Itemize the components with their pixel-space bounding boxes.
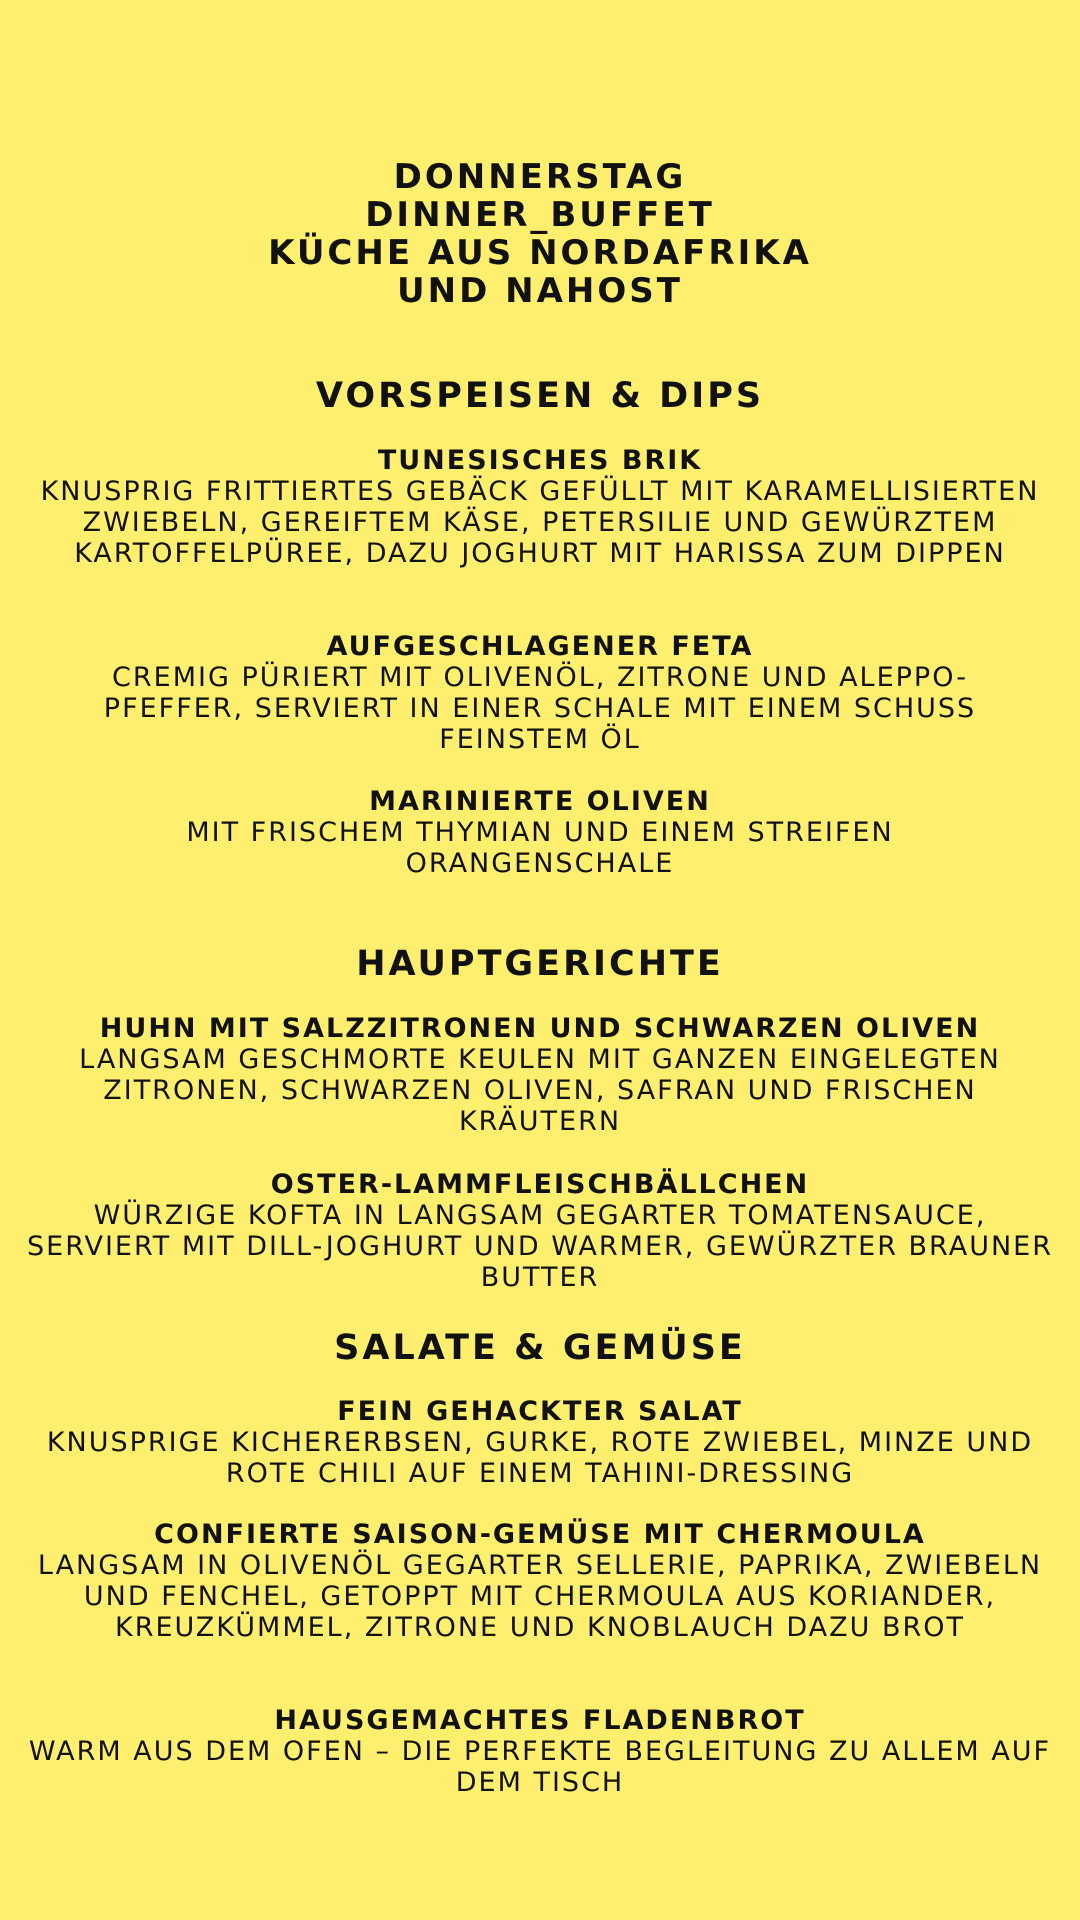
menu-item bbox=[0, 1705, 1080, 1798]
menu-item bbox=[0, 786, 1080, 879]
menu-item bbox=[0, 445, 1080, 569]
item-description: WARM AUS DEM OFEN – DIE PERFEKTE BEGLEITUNG ZU ALLEM AUF DEM TISCH bbox=[28, 1736, 1052, 1798]
section-title-mains: HAUPTGERICHTE bbox=[356, 944, 724, 984]
item-description: WÜRZIGE KOFTA IN LANGSAM GEGARTER TOMATENSAUCE, SERVIERT MIT DILL-JOGHURT UND WARMER, GEWÜRZTER BRAUNER BUTTER bbox=[27, 1200, 1053, 1293]
section-title-starters: VORSPEISEN & DIPS bbox=[315, 376, 765, 416]
item-name: TUNESISCHES BRIK bbox=[377, 445, 703, 476]
menu-item bbox=[0, 631, 1080, 755]
item-description: KNUSPRIG FRITTIERTES GEBÄCK GEFÜLLT MIT KARAMELLISIERTEN ZWIEBELN, GEREIFTEM KÄSE, PETERSILIE UND GEWÜRZTEM KARTOFFELPÜREE, DAZU JOGHURT MIT HARISSA ZUM DIPPEN bbox=[40, 476, 1040, 569]
menu-header bbox=[0, 158, 1080, 310]
header-cuisine-2: UND NAHOST bbox=[397, 271, 683, 311]
item-name: AUFGESCHLAGENER FETA bbox=[326, 631, 754, 662]
item-name: OSTER-LAMMFLEISCHBÄLLCHEN bbox=[270, 1169, 810, 1200]
item-name: HAUSGEMACHTES FLADENBROT bbox=[274, 1705, 806, 1736]
menu-item bbox=[0, 1169, 1080, 1293]
item-name: HUHN MIT SALZZITRONEN UND SCHWARZEN OLIVEN bbox=[99, 1013, 981, 1044]
item-description: KNUSPRIGE KICHERERBSEN, GURKE, ROTE ZWIEBEL, MINZE UND ROTE CHILI AUF EINEM TAHINI-DRESSING bbox=[46, 1427, 1034, 1489]
item-name: CONFIERTE SAISON-GEMÜSE MIT CHERMOULA bbox=[154, 1519, 926, 1550]
header-event: DINNER_BUFFET bbox=[365, 195, 715, 235]
item-description: CREMIG PÜRIERT MIT OLIVENÖL, ZITRONE UND ALEPPO-PFEFFER, SERVIERT IN EINER SCHALE MIT EINEM SCHUSS FEINSTEM ÖL bbox=[103, 662, 977, 755]
item-name: MARINIERTE OLIVEN bbox=[369, 786, 711, 817]
item-description: MIT FRISCHEM THYMIAN UND EINEM STREIFEN ORANGENSCHALE bbox=[186, 817, 894, 879]
header-day: DONNERSTAG bbox=[393, 157, 687, 197]
section-title-salads: SALATE & GEMÜSE bbox=[334, 1328, 746, 1368]
item-description: LANGSAM GESCHMORTE KEULEN MIT GANZEN EINGELEGTEN ZITRONEN, SCHWARZEN OLIVEN, SAFRAN UND FRISCHEN KRÄUTERN bbox=[79, 1044, 1001, 1137]
menu-item bbox=[0, 1519, 1080, 1643]
item-description: LANGSAM IN OLIVENÖL GEGARTER SELLERIE, PAPRIKA, ZWIEBELN UND FENCHEL, GETOPPT MIT CHERMOULA AUS KORIANDER, KREUZKÜMMEL, ZITRONE UND KNOBLAUCH DAZU BROT bbox=[37, 1550, 1043, 1643]
menu-item bbox=[0, 1396, 1080, 1489]
header-cuisine: KÜCHE AUS NORDAFRIKA bbox=[268, 233, 812, 273]
item-name: FEIN GEHACKTER SALAT bbox=[337, 1396, 743, 1427]
menu-item bbox=[0, 1013, 1080, 1137]
